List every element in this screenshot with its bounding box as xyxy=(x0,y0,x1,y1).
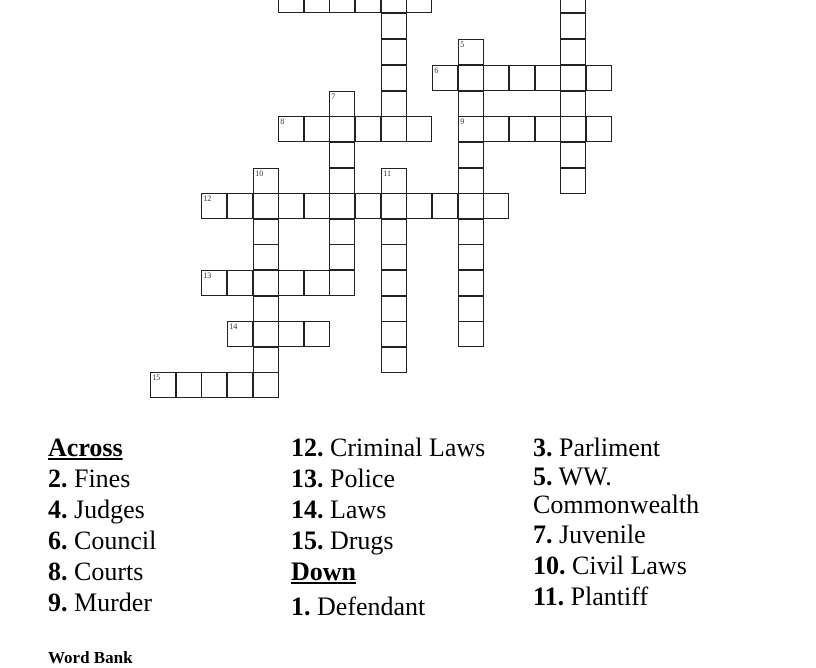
crossword-cell[interactable] xyxy=(253,193,279,219)
clue-column-1 xyxy=(48,432,278,618)
across-heading: Across xyxy=(48,433,123,462)
crossword-cell[interactable] xyxy=(381,13,407,39)
crossword-cell[interactable] xyxy=(381,321,407,347)
crossword-cell[interactable] xyxy=(458,219,484,245)
crossword-cell[interactable] xyxy=(150,372,176,398)
word-bank-heading: Word Bank xyxy=(48,648,133,667)
crossword-cell[interactable] xyxy=(253,270,279,296)
clue-number: 10 xyxy=(255,169,264,179)
clue-number: 15 xyxy=(152,373,161,383)
clue-number: 13 xyxy=(203,271,212,281)
crossword-cell[interactable] xyxy=(304,270,330,296)
crossword-cell[interactable] xyxy=(355,0,381,13)
crossword-cell[interactable] xyxy=(560,39,586,65)
crossword-cell[interactable] xyxy=(483,193,509,219)
crossword-cell[interactable] xyxy=(381,296,407,322)
crossword-cell[interactable] xyxy=(381,168,407,194)
crossword-cell[interactable] xyxy=(560,91,586,117)
clue-down-5: 5. WW. Commonwealth xyxy=(533,462,700,519)
crossword-cell[interactable] xyxy=(406,193,432,219)
clue-number: 14 xyxy=(229,322,238,332)
crossword-cell[interactable] xyxy=(381,270,407,296)
crossword-cell[interactable] xyxy=(586,116,612,142)
crossword-cell[interactable] xyxy=(329,219,355,245)
crossword-cell[interactable] xyxy=(560,142,586,168)
crossword-cell[interactable] xyxy=(381,39,407,65)
crossword-cell[interactable] xyxy=(176,372,202,398)
crossword-cell[interactable] xyxy=(278,321,304,347)
crossword-cell[interactable] xyxy=(432,65,458,91)
crossword-cell[interactable] xyxy=(253,219,279,245)
crossword-cell[interactable] xyxy=(458,193,484,219)
clue-down-1: 1. Defendant xyxy=(291,592,426,621)
clue-down-3: 3. Parliment xyxy=(533,433,661,462)
crossword-cell[interactable] xyxy=(304,0,330,13)
crossword-cell[interactable] xyxy=(458,296,484,322)
crossword-cell[interactable] xyxy=(458,321,484,347)
clue-column-3 xyxy=(533,432,733,612)
clue-across-4: 4. Judges xyxy=(48,495,145,524)
down-heading: Down xyxy=(291,557,357,586)
crossword-cell[interactable] xyxy=(278,116,304,142)
clue-across-6: 6. Council xyxy=(48,526,157,555)
crossword-cell[interactable] xyxy=(560,0,586,13)
crossword-cell[interactable] xyxy=(381,116,407,142)
crossword-cell[interactable] xyxy=(253,296,279,322)
crossword-cell[interactable] xyxy=(278,270,304,296)
clue-across-14: 14. Laws xyxy=(291,495,387,524)
crossword-cell[interactable] xyxy=(253,168,279,194)
crossword-cell[interactable] xyxy=(381,0,407,13)
crossword-cell[interactable] xyxy=(381,244,407,270)
crossword-cell[interactable] xyxy=(458,91,484,117)
clue-number: 7 xyxy=(331,92,336,102)
crossword-cell[interactable] xyxy=(329,270,355,296)
crossword-cell[interactable] xyxy=(201,270,227,296)
crossword-cell[interactable] xyxy=(381,193,407,219)
clue-across-12: 12. Criminal Laws xyxy=(291,433,486,462)
clue-column-2 xyxy=(291,432,526,622)
crossword-cell[interactable] xyxy=(329,0,355,13)
crossword-cell[interactable] xyxy=(329,193,355,219)
crossword-cell[interactable] xyxy=(201,193,227,219)
crossword-cell[interactable] xyxy=(329,168,355,194)
clue-number: 12 xyxy=(203,194,212,204)
crossword-cell[interactable] xyxy=(483,116,509,142)
crossword-cell[interactable] xyxy=(586,65,612,91)
crossword-cell[interactable] xyxy=(253,244,279,270)
clue-down-10: 10. Civil Laws xyxy=(533,551,687,580)
crossword-cell[interactable] xyxy=(483,65,509,91)
crossword-cell[interactable] xyxy=(432,193,458,219)
crossword-cell[interactable] xyxy=(227,321,253,347)
crossword-cell[interactable] xyxy=(458,39,484,65)
clue-number: 9 xyxy=(460,117,465,127)
crossword-cell[interactable] xyxy=(278,193,304,219)
crossword-cell[interactable] xyxy=(458,244,484,270)
crossword-cell[interactable] xyxy=(381,91,407,117)
crossword-cell[interactable] xyxy=(458,142,484,168)
crossword-cell[interactable] xyxy=(535,65,561,91)
clue-across-13: 13. Police xyxy=(291,464,395,493)
clue-down-11: 11. Plantiff xyxy=(533,582,649,611)
crossword-cell[interactable] xyxy=(329,244,355,270)
crossword-cell[interactable] xyxy=(355,193,381,219)
crossword-cell[interactable] xyxy=(253,321,279,347)
crossword-cell[interactable] xyxy=(509,116,535,142)
crossword-cell[interactable] xyxy=(535,116,561,142)
crossword-cell[interactable] xyxy=(304,116,330,142)
clue-number: 5 xyxy=(460,40,465,50)
crossword-cell[interactable] xyxy=(560,65,586,91)
crossword-cell[interactable] xyxy=(458,270,484,296)
crossword-cell[interactable] xyxy=(381,65,407,91)
crossword-cell[interactable] xyxy=(509,65,535,91)
crossword-cell[interactable] xyxy=(304,321,330,347)
crossword-cell[interactable] xyxy=(458,116,484,142)
crossword-cell[interactable] xyxy=(329,116,355,142)
crossword-cell[interactable] xyxy=(304,193,330,219)
clue-across-2: 2. Fines xyxy=(48,464,131,493)
crossword-cell[interactable] xyxy=(560,168,586,194)
crossword-cell[interactable] xyxy=(227,193,253,219)
clue-across-9: 9. Murder xyxy=(48,588,152,617)
crossword-cell[interactable] xyxy=(458,65,484,91)
crossword-cell[interactable] xyxy=(278,0,304,13)
clue-across-15: 15. Drugs xyxy=(291,526,394,555)
crossword-cell[interactable] xyxy=(201,372,227,398)
clue-number: 11 xyxy=(383,169,391,179)
crossword-cell[interactable] xyxy=(227,270,253,296)
crossword-cell[interactable] xyxy=(458,168,484,194)
crossword-cell[interactable] xyxy=(253,372,279,398)
crossword-cell[interactable] xyxy=(329,142,355,168)
clue-number: 6 xyxy=(434,66,439,76)
clue-down-7: 7. Juvenile xyxy=(533,520,646,549)
crossword-cell[interactable] xyxy=(253,347,279,373)
crossword-cell[interactable] xyxy=(560,13,586,39)
crossword-cell[interactable] xyxy=(381,347,407,373)
clue-number: 8 xyxy=(280,117,285,127)
crossword-cell[interactable] xyxy=(227,372,253,398)
crossword-cell[interactable] xyxy=(406,0,432,13)
crossword-cell[interactable] xyxy=(560,116,586,142)
crossword-cell[interactable] xyxy=(406,116,432,142)
clue-across-8: 8. Courts xyxy=(48,557,144,586)
crossword-cell[interactable] xyxy=(355,116,381,142)
crossword-cell[interactable] xyxy=(381,219,407,245)
crossword-cell[interactable] xyxy=(329,91,355,117)
